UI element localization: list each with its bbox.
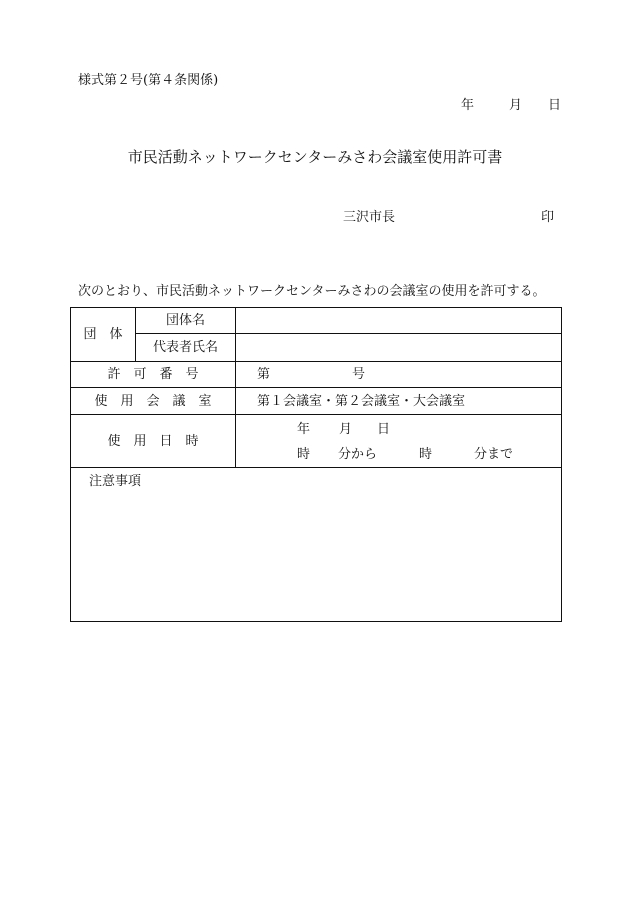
form-number: 様式第２号(第４条関係) (78, 73, 219, 88)
date-day: 日 (548, 98, 562, 113)
notes-label: 注意事項 (89, 474, 142, 489)
datetime-field[interactable] (236, 415, 561, 467)
table-border-right (561, 307, 562, 622)
issue-date (461, 99, 561, 112)
notes-area[interactable] (71, 468, 561, 621)
room-options-text: 第１会議室・第２会議室・大会議室 (257, 393, 466, 409)
permit-number-prefix: 第 (257, 367, 271, 382)
datetime-label: 使 用 日 時 (107, 433, 199, 449)
group-label: 団 体 (83, 327, 123, 342)
datetime-day: 日 (377, 422, 391, 437)
permit-number-field[interactable] (236, 362, 561, 387)
seal-mark: 印 (541, 210, 555, 225)
permit-number-suffix: 号 (352, 367, 366, 382)
room-options[interactable] (236, 388, 561, 414)
datetime-year: 年 (297, 422, 311, 437)
permit-number-label: 許 可 番 号 (107, 367, 199, 382)
datetime-month: 月 (339, 422, 353, 437)
intro-text: 次のとおり、市民活動ネットワークセンターみさわの会議室の使用を許可する。 (78, 284, 546, 299)
time-minute-from: 分から (338, 447, 378, 462)
group-name-label: 団体名 (165, 313, 205, 328)
time-hour-from: 時 (297, 447, 311, 462)
representative-field[interactable] (240, 334, 558, 361)
group-name-field[interactable] (240, 308, 558, 333)
document-title: 市民活動ネットワークセンターみさわ会議室使用許可書 (127, 148, 503, 166)
issuer-name: 三沢市長 (343, 210, 396, 225)
room-label: 使 用 会 議 室 (94, 393, 212, 409)
representative-label: 代表者氏名 (152, 340, 218, 355)
date-month: 月 (509, 98, 523, 113)
table-border-bottom (70, 621, 562, 622)
date-year: 年 (461, 98, 475, 113)
time-minute-to: 分まで (474, 447, 514, 462)
time-hour-to: 時 (419, 447, 433, 462)
